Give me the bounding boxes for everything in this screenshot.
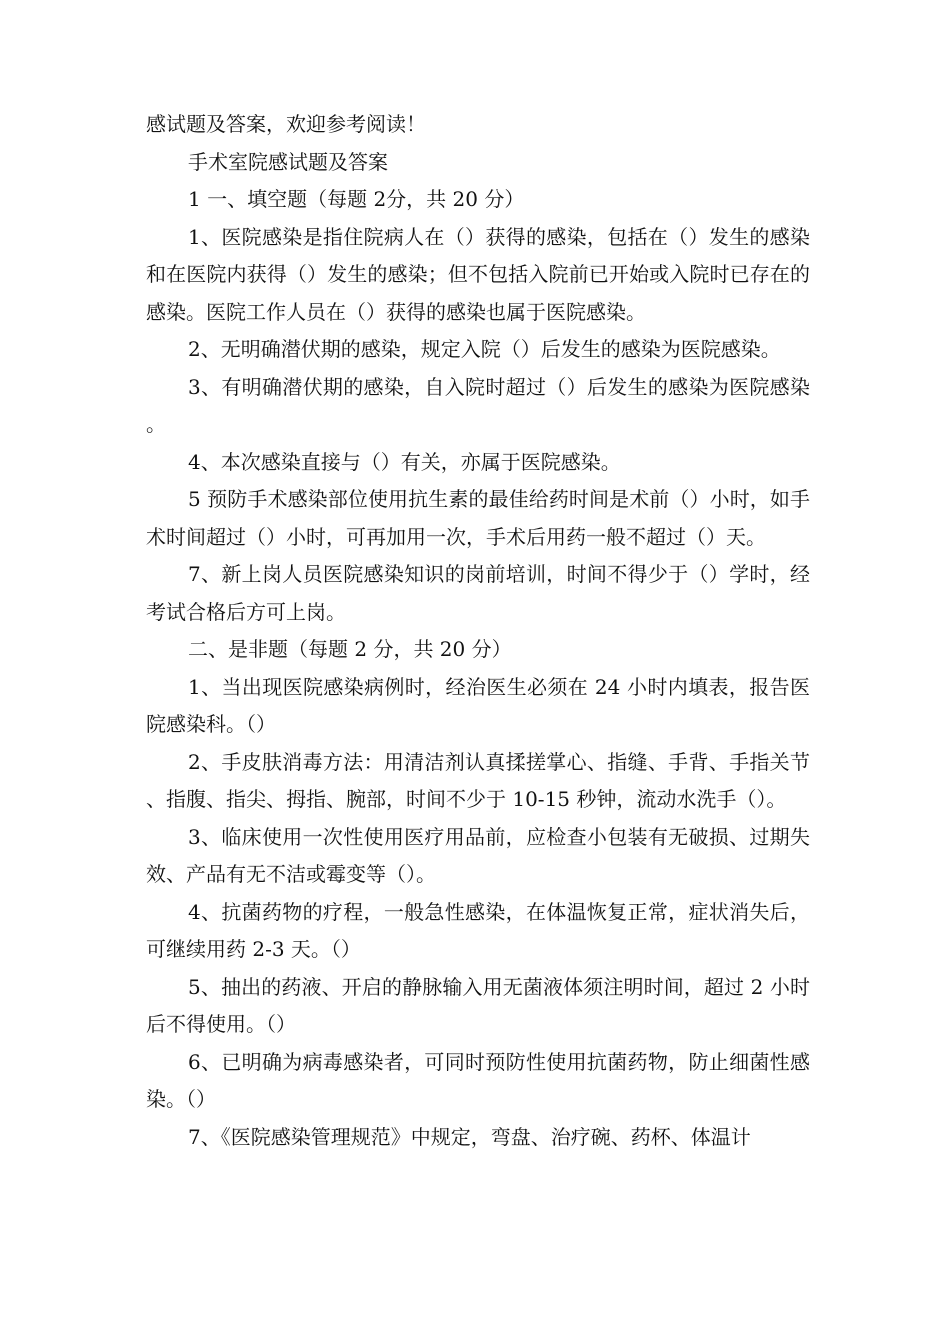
question-paragraph: 1、医院感染是指住院病人在（）获得的感染，包括在（）发生的感染和在医院内获得（）发生的感染；但不包括入院前已开始或入院时已存在的感染。医院工作人员在（）获得的感染也属于医院感染。 bbox=[146, 224, 810, 324]
question-paragraph: 1、当出现医院感染病例时，经治医生必须在 24 小时内填表，报告医院感染科。（） bbox=[146, 674, 810, 736]
question-paragraph: 3、临床使用一次性使用医疗用品前，应检查小包装有无破损、过期失效、产品有无不洁或霉变等（）。 bbox=[146, 824, 810, 886]
question-paragraph: 3、有明确潜伏期的感染，自入院时超过（）后发生的感染为医院感染。 bbox=[146, 374, 810, 436]
question-paragraph: 5、抽出的药液、开启的静脉输入用无菌液体须注明时间，超过 2 小时后不得使用。（） bbox=[146, 974, 810, 1036]
question-paragraph: 4、本次感染直接与（）有关，亦属于医院感染。 bbox=[188, 449, 621, 474]
section-heading-true-false: 二、是非题（每题 2 分，共 20 分） bbox=[188, 637, 512, 661]
question-paragraph: 4、抗菌药物的疗程，一般急性感染，在体温恢复正常，症状消失后，可继续用药 2-3 天。（） bbox=[146, 899, 810, 961]
question-paragraph: 5 预防手术感染部位使用抗生素的最佳给药时间是术前（）小时，如手术时间超过（）小时，可再加用一次，手术后用药一般不超过（）天。 bbox=[146, 487, 810, 549]
question-paragraph: 2、无明确潜伏期的感染，规定入院（）后发生的感染为医院感染。 bbox=[188, 337, 781, 361]
document-body bbox=[146, 106, 810, 1156]
intro-line: 感试题及答案，欢迎参考阅读！ bbox=[146, 112, 426, 136]
section-heading-fill-in: 1 一、填空题（每题 2分，共 20 分） bbox=[188, 187, 525, 211]
question-paragraph: 2、手皮肤消毒方法：用清洁剂认真揉搓掌心、指缝、手背、手指关节、指腹、指尖、拇指、腕部，时间不少于 10-15 秒钟，流动水洗手（）。 bbox=[146, 749, 810, 811]
document-title: 手术室院感试题及答案 bbox=[188, 149, 388, 174]
question-paragraph: 7、新上岗人员医院感染知识的岗前培训，时间不得少于（）学时，经考试合格后方可上岗。 bbox=[146, 562, 810, 624]
question-paragraph: 7、《医院感染管理规范》中规定，弯盘、治疗碗、药杯、体温计 bbox=[188, 1124, 751, 1149]
question-paragraph: 6、已明确为病毒感染者，可同时预防性使用抗菌药物，防止细菌性感染。（） bbox=[146, 1049, 810, 1111]
